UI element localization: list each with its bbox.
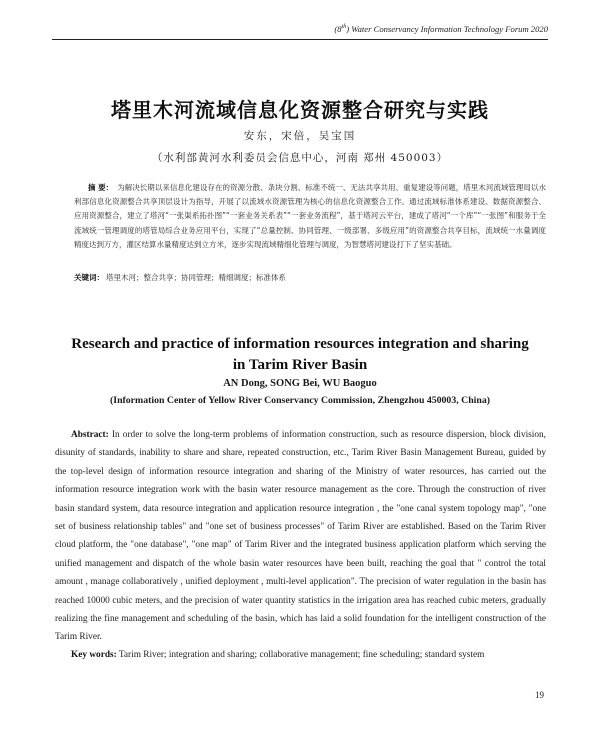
header-edition: 8 (337, 24, 342, 34)
english-keywords-text: Tarim River; integration and sharing; collaborative management; fine scheduling; standard system (118, 650, 485, 660)
english-abstract-text: In order to solve the long-term problems of information construction, such as resource dispersion, block division, disunity of standards, inability to share and share, repeated construction, etc., Tarim River Basin Management Bureau, guided by the top-level design of information resource integration and sharing of the Ministry of water resources, has carried out the information resource integration work with the basin water resource management as the core. Through the construction of river basin standard system, data resource integration and application resource integration , the "one canal system topology map", "one set of business relationship tables" and "one set of business processes" of Tarim River are established. Based on the Tarim River cloud platform, the "one database", "one map" of Tarim River and the integrated business application platform which serving the unified management and dispatch of the whole basin water resources have been built, reaching the goal that " control the total amount , manage collaboratively , unified deployment , multi-level application". The precision of water regulation in the basin has reached 10000 cubic meters, and the precision of water quantity statistics in the irrigation area has reached cubic meters, gradually realizing the fine management and scheduling of the basin, which has laid a solid foundation for the intelligent construction of the Tarim River. (55, 430, 547, 643)
english-title: Research and practice of information resources integration and sharing in Tarim River Basin (71, 336, 529, 373)
chinese-keywords-text: 塔里木河；整合共享；协同管理；精细调度；标准体系 (106, 273, 286, 282)
chinese-title: 塔里木河流域信息化资源整合研究与实践 (111, 98, 489, 122)
english-abstract-label: Abstract: (71, 430, 109, 440)
page-number: 19 (535, 690, 544, 700)
english-abstract (55, 426, 546, 647)
chinese-abstract (74, 181, 546, 252)
header-edition-suffix: th (341, 24, 347, 31)
chinese-abstract-text: 为解决长期以来信息化建设存在的资源分散、条块分割、标准不统一、无法共享共用、重复建设等问题，塔里木河流域管理局以水利部信息化资源整合共享顶层设计为指导，开展了以流域水资源管理为核心的信息化资源整合工作。通过流域标准体系建设、数据资源整合、应用资源整合，建立了塔河“一张渠系拓扑图”“一套业务关系表”“一套业务流程”，基于塔河云平台，建成了塔河“一个库”“一张图”和服务于全流域统一管理调度的塔管局综合业务应用平台，实现了“总量控制、协同管理、一级部署、多级应用”的资源整合共享目标，流域统一水量调度精度达到万方，灌区结算水量精度达到立方米，逐步实现流域精细化管理与调度，为智慧塔河建设打下了坚实基础。 (74, 183, 546, 249)
header-forum-title: Water Conservancy Information Technology Forum 2020 (351, 24, 548, 34)
english-keywords-label: Key words: (71, 650, 117, 660)
english-authors: AN Dong, SONG Bei, WU Baoguo (223, 378, 377, 389)
chinese-keywords-label: 关键词： (74, 273, 104, 282)
chinese-affiliation: （水利部黄河水利委员会信息中心，河南 郑州 450003） (151, 152, 449, 164)
chinese-abstract-label: 摘 要： (88, 183, 114, 192)
english-keywords (55, 646, 546, 664)
chinese-authors: 安东，宋倍，吴宝国 (243, 130, 357, 142)
running-header (52, 22, 548, 40)
header-text: (8th) Water Conservancy Information Technology Forum 2020 (334, 24, 548, 34)
chinese-keywords (74, 272, 546, 284)
english-affiliation: (Information Center of Yellow River Conservancy Commission, Zhengzhou 450003, China) (110, 395, 490, 406)
